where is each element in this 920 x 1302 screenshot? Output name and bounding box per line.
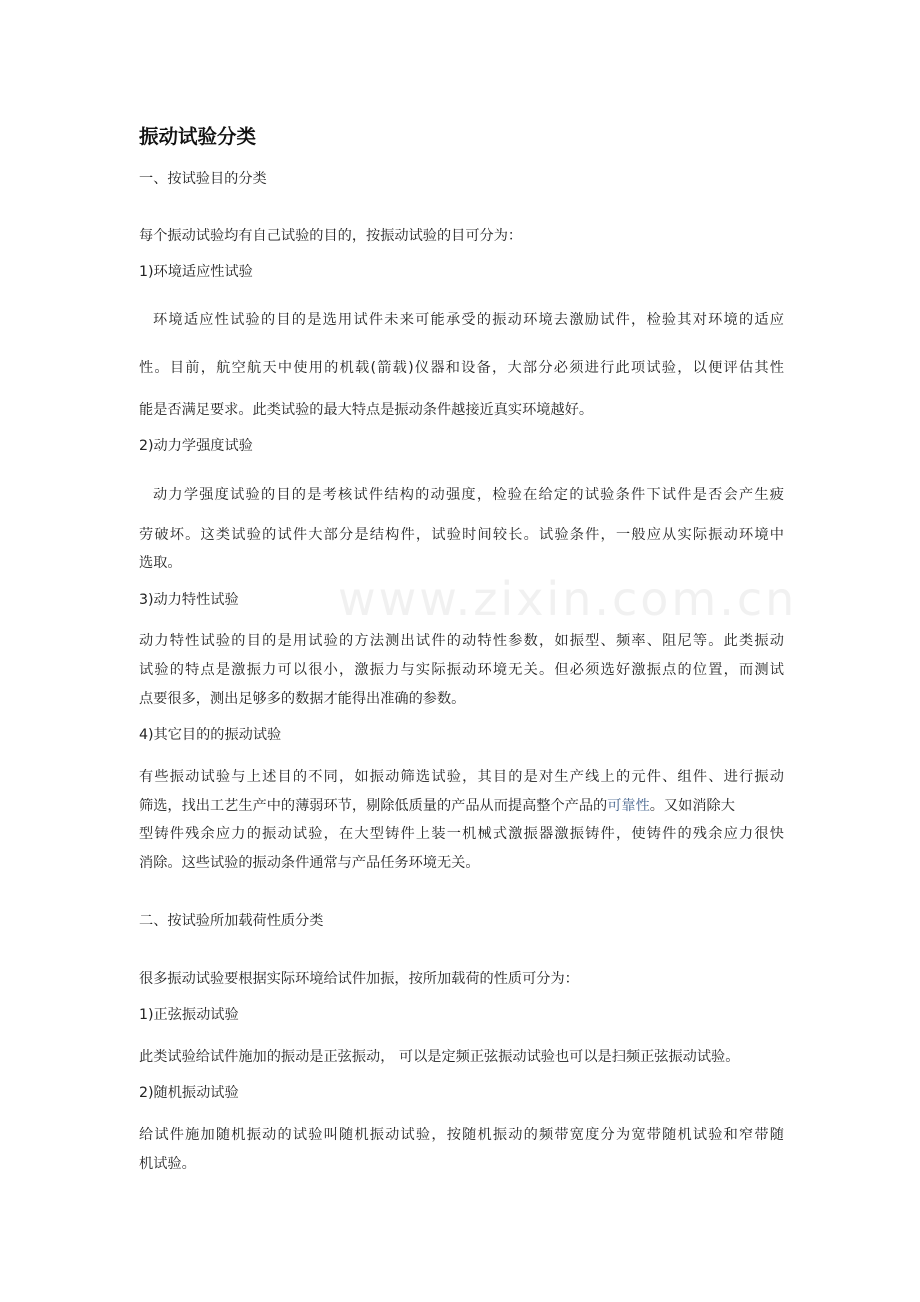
item-1-4-line-with-link xyxy=(139,795,784,817)
item-1-3-line: 试验的特点是激振力可以很小，激振力与实际振动环境无关。但必须选好激振点的位置，而测试 xyxy=(139,662,784,678)
item-2-1-heading: 1)正弦振动试验 xyxy=(139,1007,239,1023)
item-1-1-heading: 1)环境适应性试验 xyxy=(139,264,253,280)
item-2-2-heading: 2)随机振动试验 xyxy=(139,1085,239,1101)
item-1-3-heading: 3)动力特性试验 xyxy=(139,592,239,608)
item-1-4-line: 消除。这些试验的振动条件通常与产品任务环境无关。 xyxy=(139,855,480,871)
item-2-2-line: 机试验。 xyxy=(139,1156,196,1172)
document-title: 振动试验分类 xyxy=(139,125,257,148)
item-2-1-line: 此类试验给试件施加的振动是正弦振动， 可以是定频正弦振动试验也可以是扫频正弦振动试验。 xyxy=(139,1049,740,1065)
item-1-2-line: 动力学强度试验的目的是考核试件结构的动强度，检验在给定的试验条件下试件是否会产生疲 xyxy=(153,487,784,503)
reliability-link[interactable]: 可靠性 xyxy=(607,798,650,814)
section-1-heading: 一、按试验目的分类 xyxy=(139,171,267,187)
item-1-3-line: 动力特性试验的目的是用试验的方法测出试件的动特性参数，如振型、频率、阻尼等。此类振动 xyxy=(139,633,784,649)
item-1-2-heading: 2)动力学强度试验 xyxy=(139,438,253,454)
item-1-4-heading: 4)其它目的的振动试验 xyxy=(139,727,282,743)
section-1-intro: 每个振动试验均有自己试验的目的，按振动试验的目可分为： xyxy=(139,228,523,244)
item-1-4-line: 有些振动试验与上述目的不同，如振动筛选试验，其目的是对生产线上的元件、组件、进行振动 xyxy=(139,769,784,785)
section-2-heading: 二、按试验所加载荷性质分类 xyxy=(139,913,324,929)
item-1-1-line: 性。目前，航空航天中使用的机载(箭载)仪器和设备，大部分必须进行此项试验，以便评估其性 xyxy=(139,360,784,376)
item-1-2-line: 选取。 xyxy=(139,555,182,571)
item-1-1-line: 能是否满足要求。此类试验的最大特点是振动条件越接近真实环境越好。 xyxy=(139,402,594,418)
item-1-4-text-after-link: 。又如消除大 xyxy=(649,798,735,814)
item-1-4-text-before-link: 筛选，找出工艺生产中的薄弱环节，剔除低质量的产品从而提高整个产品的 xyxy=(139,798,608,814)
item-1-2-line: 劳破坏。这类试验的试件大部分是结构件，试验时间较长。试验条件，一般应从实际振动环境中 xyxy=(139,527,784,543)
watermark-text: www.zixin.com.cn xyxy=(338,572,798,626)
item-1-1-line: 环境适应性试验的目的是选用试件未来可能承受的振动环境去激励试件，检验其对环境的适应 xyxy=(153,312,784,328)
section-2-intro: 很多振动试验要根据实际环境给试件加振，按所加载荷的性质可分为： xyxy=(139,971,579,987)
item-2-2-line: 给试件施加随机振动的试验叫随机振动试验，按随机振动的频带宽度分为宽带随机试验和窄带随 xyxy=(139,1127,784,1143)
item-1-3-line: 点要很多，测出足够多的数据才能得出准确的参数。 xyxy=(139,691,466,707)
item-1-4-line: 型铸件残余应力的振动试验，在大型铸件上装一机械式激振器激振铸件，使铸件的残余应力很快 xyxy=(139,826,784,842)
